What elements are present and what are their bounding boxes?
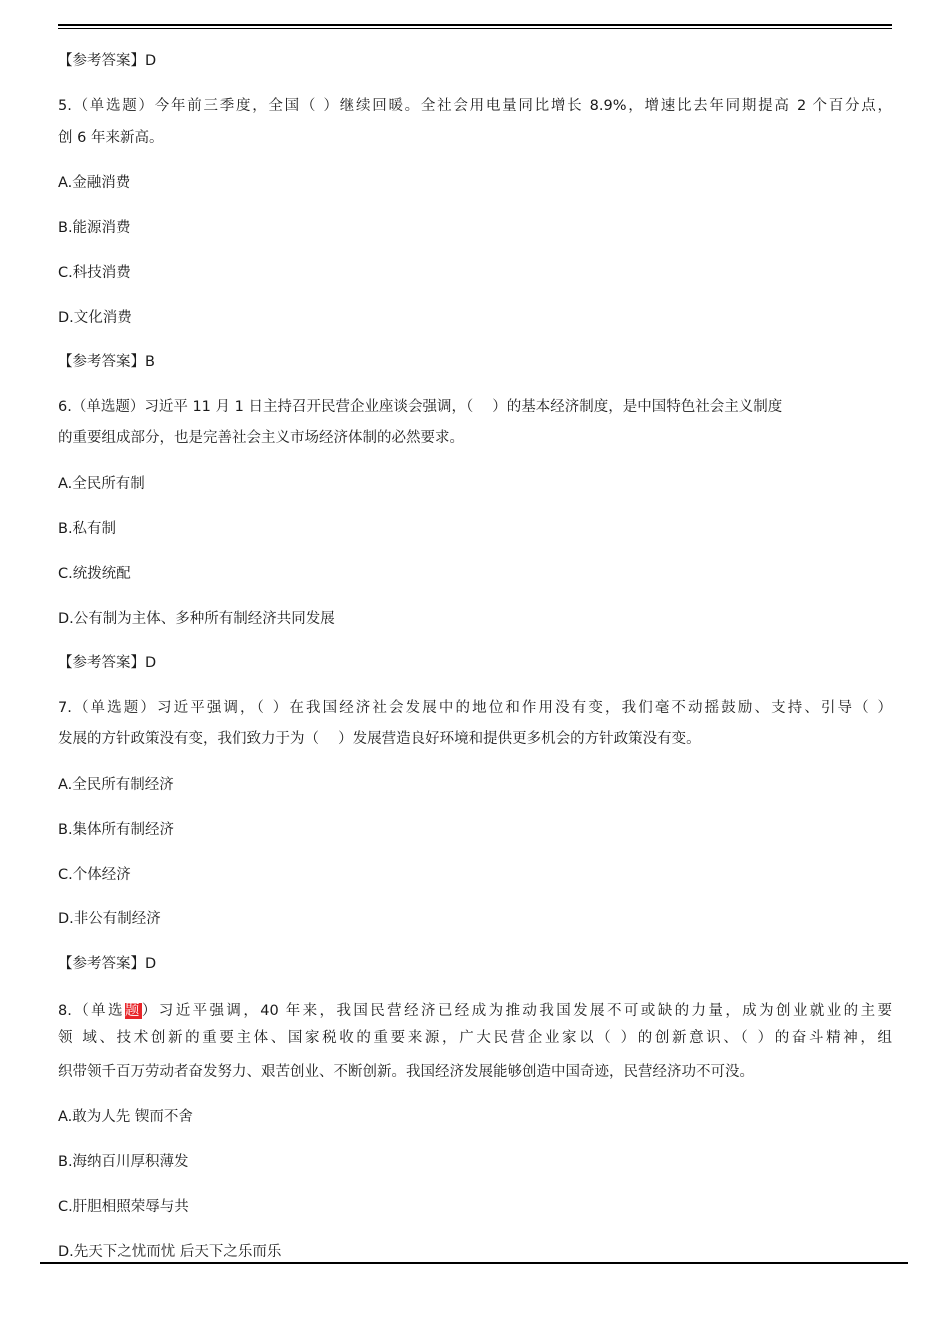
question-7-option-a: A.全民所有制经济 <box>58 777 174 793</box>
question-6-option-a: A.全民所有制 <box>58 476 145 492</box>
question-8-option-d: D.先天下之忧而忧 后天下之乐而乐 <box>58 1244 282 1260</box>
question-6-option-c: C.统拨统配 <box>58 566 131 582</box>
highlight-mark: 题 <box>124 1003 142 1019</box>
answer-q6: 【参考答案】D <box>58 655 157 671</box>
question-6-line-2: 的重要组成部分，也是完善社会主义市场经济体制的必然要求。 <box>58 430 464 446</box>
question-8-line-2: 领 域、技术创新的重要主体、国家税收的重要来源，广大民营企业家以（ ）的创新意识、（ ）的奋斗精神，组 <box>58 1030 892 1046</box>
question-8-text: ）习近平强调，40 年来，我国民营经济已经成为推动我国发展不可或缺的力量，成为创业就业的主要 <box>141 1003 892 1019</box>
question-8-line-3: 织带领千百万劳动者奋发努力、艰苦创业、不断创新。我国经济发展能够创造中国奇迹，民营经济功不可没。 <box>58 1064 754 1080</box>
question-8-option-b: B.海纳百川厚积薄发 <box>58 1154 189 1170</box>
header-rule-thick <box>58 24 892 26</box>
question-7-line-2: 发展的方针政策没有变，我们致力于为（ ）发展营造良好环境和提供更多机会的方针政策没有变。 <box>58 731 701 747</box>
answer-q7: 【参考答案】D <box>58 956 157 972</box>
question-7-option-b: B.集体所有制经济 <box>58 822 175 838</box>
question-7-option-c: C.个体经济 <box>58 867 131 883</box>
header-rule-thin <box>58 28 892 29</box>
question-7-line-1: 7.（单选题）习近平强调，（ ）在我国经济社会发展中的地位和作用没有变，我们毫不动摇鼓励、支持、引导（ ） <box>58 700 892 716</box>
question-5-option-b: B.能源消费 <box>58 220 131 236</box>
question-8-line-1 <box>58 1001 892 1021</box>
footer-rule <box>40 1262 908 1264</box>
question-6-option-b: B.私有制 <box>58 521 117 537</box>
answer-q4: 【参考答案】D <box>58 53 157 69</box>
question-6-option-d: D.公有制为主体、多种所有制经济共同发展 <box>58 611 335 627</box>
question-5-line-2: 创 6 年来新高。 <box>58 130 164 146</box>
answer-q5: 【参考答案】B <box>58 354 155 370</box>
question-7-option-d: D.非公有制经济 <box>58 911 161 927</box>
question-8-option-a: A.敢为人先 锲而不舍 <box>58 1109 193 1125</box>
question-5-option-a: A.金融消费 <box>58 175 131 191</box>
question-5-line-1: 5.（单选题）今年前三季度，全国（ ）继续回暖。全社会用电量同比增长 8.9%，增速比去年同期提高 2 个百分点， <box>58 98 892 114</box>
question-8-prefix: 8.（单选 <box>58 1003 125 1019</box>
question-5-option-c: C.科技消费 <box>58 265 131 281</box>
question-5-option-d: D.文化消费 <box>58 310 132 326</box>
question-6-line-1: 6.（单选题）习近平 11 月 1 日主持召开民营企业座谈会强调，（ ）的基本经济制度，是中国特色社会主义制度 <box>58 399 783 415</box>
question-8-option-c: C.肝胆相照荣辱与共 <box>58 1199 189 1215</box>
